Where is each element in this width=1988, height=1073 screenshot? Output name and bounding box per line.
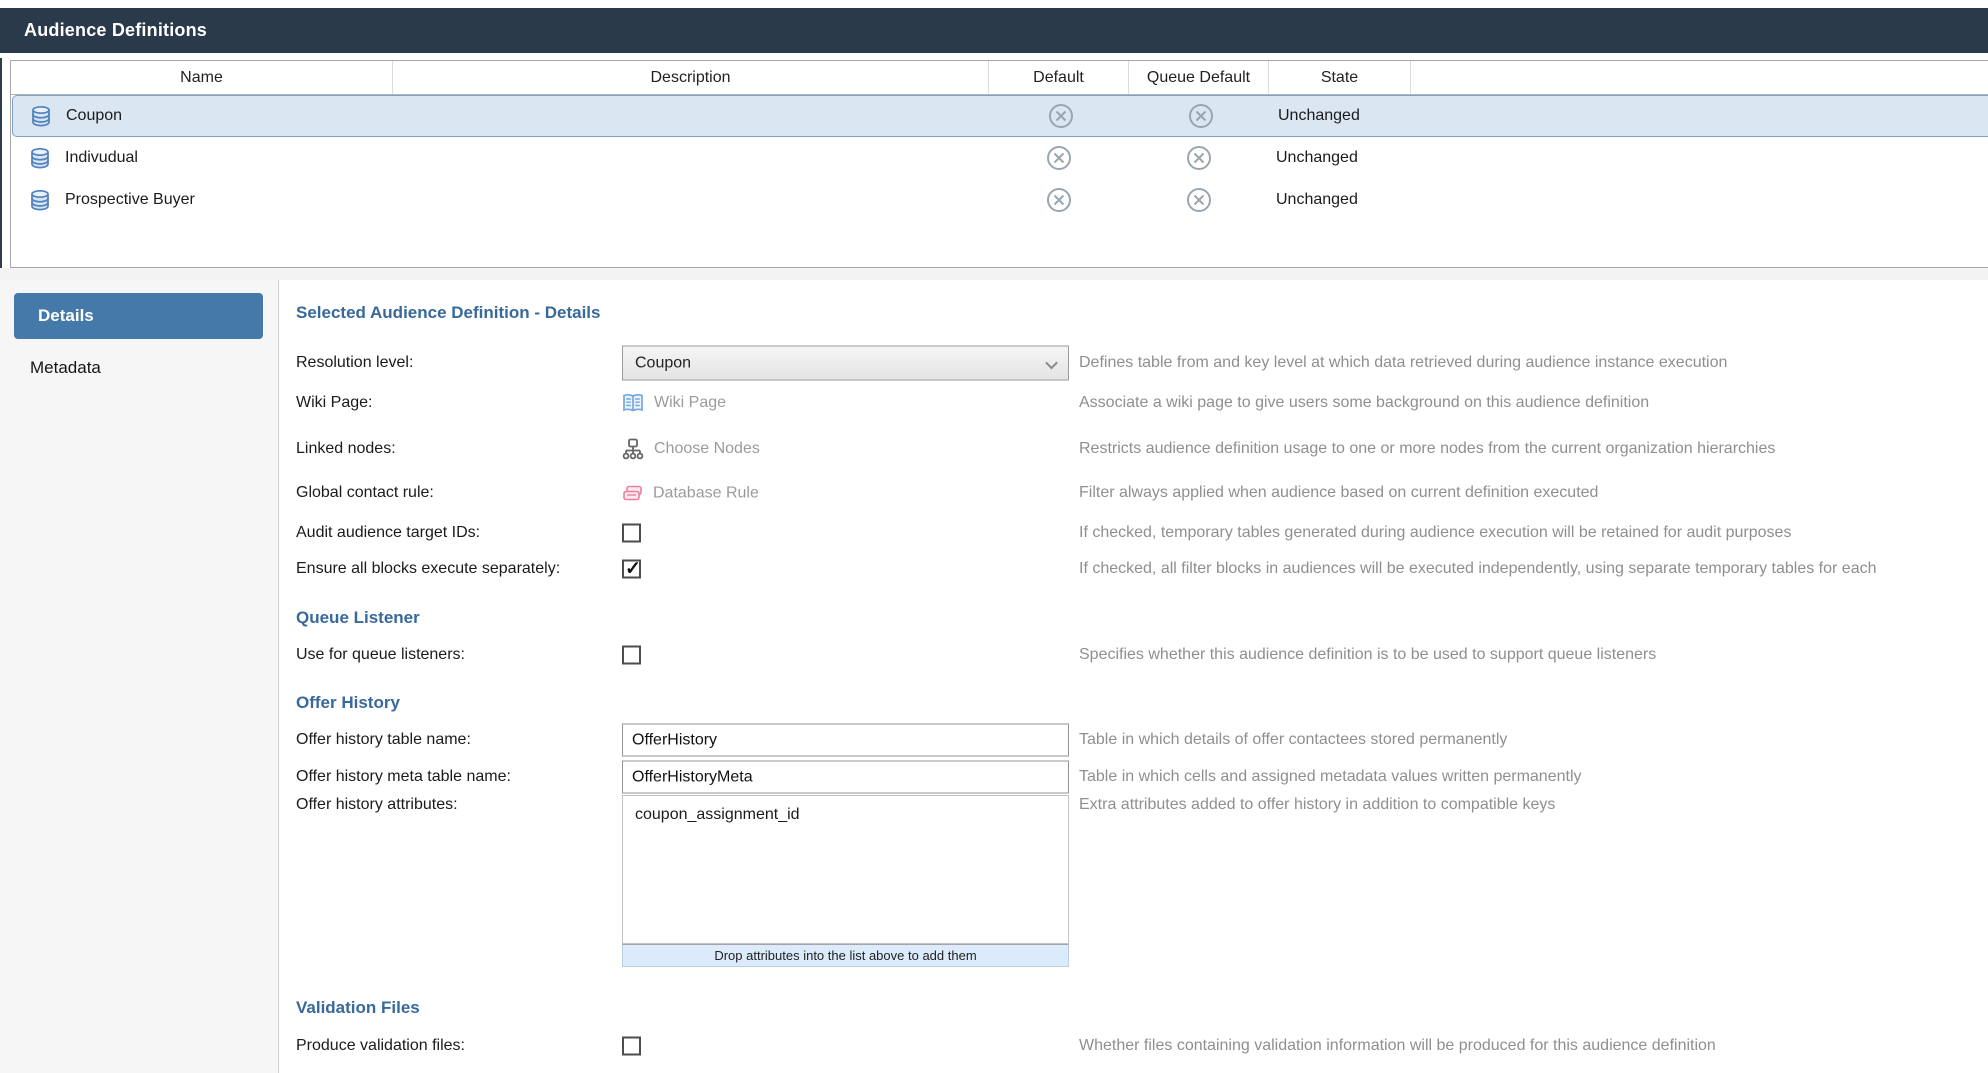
queue-listeners-label: Use for queue listeners: bbox=[296, 646, 465, 663]
row-queue-default-cell[interactable] bbox=[1131, 103, 1271, 129]
circle-x-icon bbox=[1186, 145, 1212, 171]
choose-nodes-button[interactable] bbox=[622, 438, 760, 460]
column-header-state[interactable]: State bbox=[1269, 61, 1411, 94]
global-contact-rule-row bbox=[296, 475, 1988, 511]
resolution-level-label: Resolution level: bbox=[296, 354, 414, 371]
window-titlebar bbox=[0, 8, 1988, 53]
queue-listeners-description: Specifies whether this audience definition is to be used to support queue listeners bbox=[1079, 646, 1657, 663]
section-gutter bbox=[0, 268, 1988, 280]
column-header-queue-default[interactable]: Queue Default bbox=[1129, 61, 1269, 94]
audit-target-ids-label: Audit audience target IDs: bbox=[296, 524, 481, 541]
resolution-level-description: Defines table from and key level at which data retrieved during audience instance execution bbox=[1079, 354, 1728, 371]
column-header-default[interactable]: Default bbox=[989, 61, 1129, 94]
linked-nodes-description: Restricts audience definition usage to one or more nodes from the current organization hierarchies bbox=[1079, 440, 1776, 457]
offer-history-attrs-list[interactable] bbox=[622, 795, 1069, 944]
separate-blocks-row bbox=[296, 551, 1988, 587]
separate-blocks-checkbox[interactable] bbox=[622, 560, 641, 579]
database-icon bbox=[29, 147, 51, 169]
table-row[interactable] bbox=[11, 179, 1988, 221]
wiki-book-icon bbox=[622, 393, 644, 413]
offer-history-table-description: Table in which details of offer contactees stored permanently bbox=[1079, 731, 1508, 748]
table-header-row bbox=[11, 61, 1988, 95]
validation-files-label: Produce validation files: bbox=[296, 1037, 465, 1054]
wiki-page-button[interactable] bbox=[622, 393, 726, 413]
offer-history-table-row bbox=[296, 722, 1988, 758]
queue-listeners-checkbox[interactable] bbox=[622, 646, 641, 665]
database-rule-button-label: Database Rule bbox=[653, 484, 759, 501]
details-panel bbox=[280, 280, 1988, 1073]
row-queue-default-cell[interactable] bbox=[1129, 187, 1269, 213]
validation-files-description: Whether files containing validation information will be produced for this audience definition bbox=[1079, 1037, 1716, 1054]
audit-target-ids-checkbox[interactable] bbox=[622, 524, 641, 543]
column-header-spacer bbox=[1411, 61, 1988, 94]
offer-history-meta-label: Offer history meta table name: bbox=[296, 768, 511, 785]
audience-table bbox=[10, 60, 1988, 268]
offer-history-heading: Offer History bbox=[296, 693, 400, 712]
wiki-page-button-label: Wiki Page bbox=[654, 394, 727, 411]
circle-x-icon bbox=[1188, 103, 1214, 129]
row-state-cell: Unchanged bbox=[1276, 191, 1358, 208]
resolution-level-select[interactable] bbox=[622, 346, 1069, 381]
tab-metadata[interactable]: Metadata bbox=[30, 358, 101, 377]
row-name-cell bbox=[11, 147, 393, 169]
details-sidebar bbox=[0, 280, 279, 1073]
resolution-level-row bbox=[296, 345, 1988, 381]
tab-details[interactable]: Details bbox=[14, 293, 263, 339]
audience-name: Coupon bbox=[66, 107, 123, 124]
audience-name: Indivudual bbox=[65, 149, 138, 166]
row-name-cell bbox=[13, 105, 395, 127]
row-default-cell[interactable] bbox=[991, 103, 1131, 129]
rule-cards-icon bbox=[622, 483, 643, 504]
database-icon bbox=[30, 105, 52, 127]
column-header-name[interactable]: Name bbox=[11, 61, 393, 94]
row-state-cell: Unchanged bbox=[1278, 107, 1360, 124]
database-rule-button[interactable] bbox=[622, 483, 759, 504]
validation-files-heading: Validation Files bbox=[296, 998, 420, 1017]
offer-history-attrs-label: Offer history attributes: bbox=[296, 796, 458, 813]
panel-title: Selected Audience Definition - Details bbox=[296, 303, 601, 322]
row-default-cell[interactable] bbox=[989, 187, 1129, 213]
details-section bbox=[0, 280, 1988, 1073]
choose-nodes-button-label: Choose Nodes bbox=[654, 440, 760, 457]
linked-nodes-row bbox=[296, 431, 1988, 467]
attr-list-item[interactable]: coupon_assignment_id bbox=[635, 806, 800, 823]
queue-listeners-row bbox=[296, 637, 1988, 673]
table-row[interactable] bbox=[11, 137, 1988, 179]
validation-files-row bbox=[296, 1028, 1988, 1064]
database-icon bbox=[29, 189, 51, 211]
offer-history-meta-input[interactable] bbox=[622, 761, 1069, 794]
row-default-cell[interactable] bbox=[989, 145, 1129, 171]
offer-history-table-label: Offer history table name: bbox=[296, 731, 471, 748]
separate-blocks-label: Ensure all blocks execute separately: bbox=[296, 560, 561, 577]
circle-x-icon bbox=[1046, 187, 1072, 213]
global-contact-rule-label: Global contact rule: bbox=[296, 484, 434, 501]
audit-target-ids-row bbox=[296, 515, 1988, 551]
offer-history-attrs-description: Extra attributes added to offer history in addition to compatible keys bbox=[1079, 796, 1556, 813]
queue-listener-heading: Queue Listener bbox=[296, 608, 420, 627]
table-row[interactable] bbox=[12, 95, 1988, 137]
left-edge-divider bbox=[0, 58, 2, 270]
page-title: Audience Definitions bbox=[24, 20, 208, 40]
circle-x-icon bbox=[1048, 103, 1074, 129]
hierarchy-icon bbox=[622, 438, 644, 460]
column-header-description[interactable]: Description bbox=[393, 61, 989, 94]
validation-files-checkbox[interactable] bbox=[622, 1037, 641, 1056]
global-contact-rule-description: Filter always applied when audience based on current definition executed bbox=[1079, 484, 1599, 501]
offer-history-table-input[interactable] bbox=[622, 724, 1069, 757]
circle-x-icon bbox=[1186, 187, 1212, 213]
row-queue-default-cell[interactable] bbox=[1129, 145, 1269, 171]
resolution-level-value: Coupon bbox=[635, 354, 692, 371]
linked-nodes-label: Linked nodes: bbox=[296, 440, 396, 457]
audit-target-ids-description: If checked, temporary tables generated during audience execution will be retained for audit purposes bbox=[1079, 524, 1792, 541]
row-state-cell: Unchanged bbox=[1276, 149, 1358, 166]
offer-history-meta-description: Table in which cells and assigned metadata values written permanently bbox=[1079, 768, 1582, 785]
chevron-down-icon bbox=[1045, 357, 1058, 370]
wiki-page-description: Associate a wiki page to give users some background on this audience definition bbox=[1079, 394, 1650, 411]
circle-x-icon bbox=[1046, 145, 1072, 171]
audience-name: Prospective Buyer bbox=[65, 191, 195, 208]
offer-history-attrs-row bbox=[296, 795, 1988, 815]
row-name-cell bbox=[11, 189, 393, 211]
wiki-page-label: Wiki Page: bbox=[296, 394, 373, 411]
attrs-drop-target[interactable]: Drop attributes into the list above to add them bbox=[622, 944, 1069, 967]
offer-history-meta-row bbox=[296, 759, 1988, 795]
separate-blocks-description: If checked, all filter blocks in audiences will be executed independently, using separate temporary tables for each bbox=[1079, 560, 1877, 577]
wiki-page-row bbox=[296, 385, 1988, 421]
